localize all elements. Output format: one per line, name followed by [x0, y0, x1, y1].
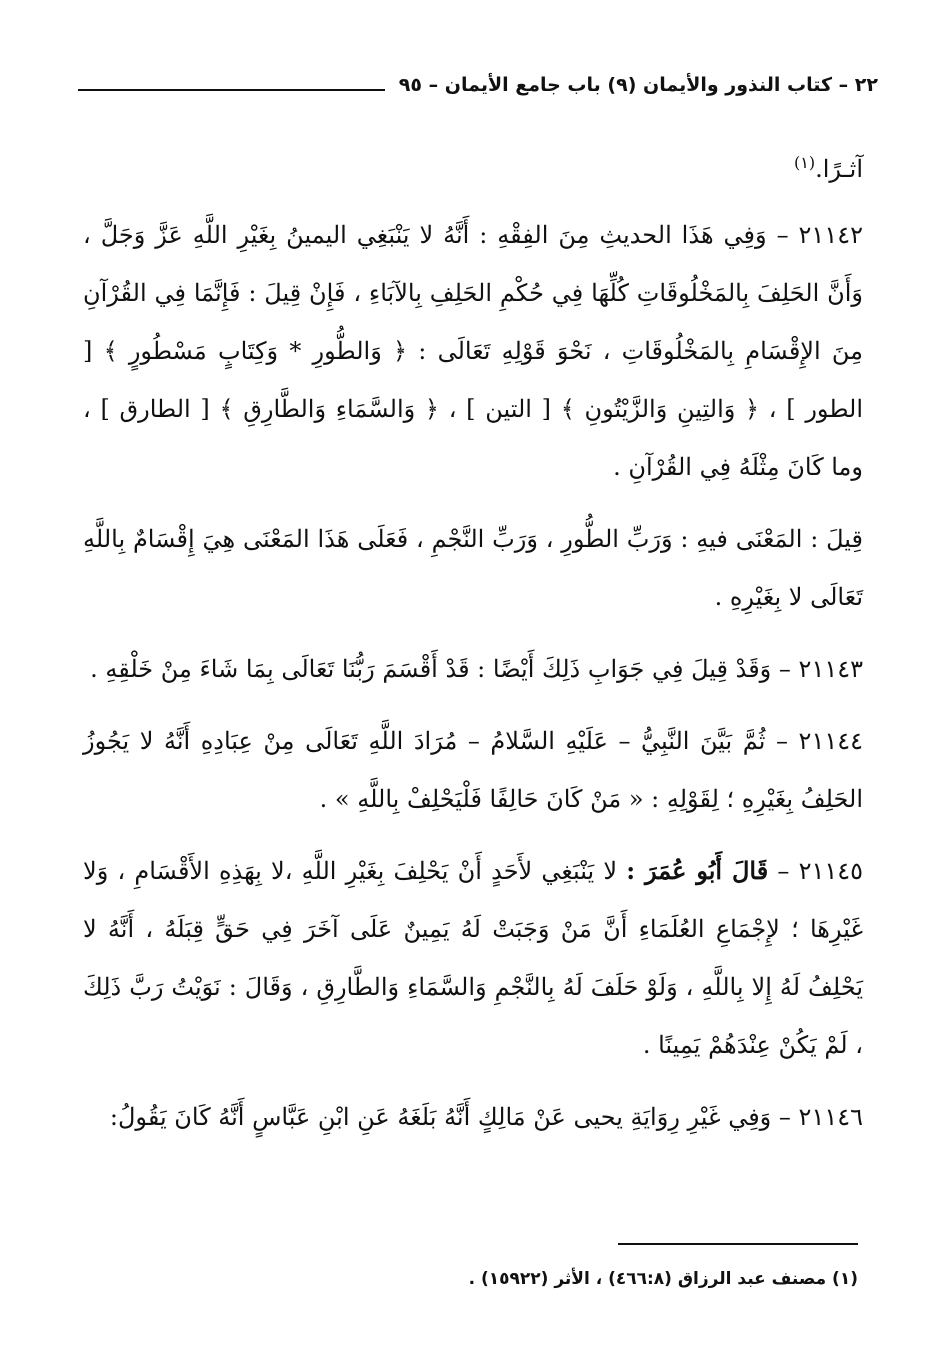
paragraph-number: ٢١١٤٥ – [777, 857, 864, 885]
paragraph-text: ثُمَّ بَيَّنَ النَّبِيُّ – عَلَيْهِ السَّلامُ – مُرَادَ اللَّهِ تَعَالَى مِنْ عِبَادِهِ أَنَّهُ لا يَجُوزُ الحَلِفُ بِغَيْرِهِ ؛ لِقَوْلِهِ : « مَنْ كَانَ حَالِفًا فَلْيَحْلِفْ بِاللَّهِ » . [83, 727, 863, 813]
paragraph-number: ٢١١٤٢ – [776, 221, 863, 249]
paragraph-number: ٢١١٤٦ – [778, 1103, 863, 1131]
paragraph-21143 [83, 640, 863, 698]
paragraph-number: ٢١١٤٣ – [778, 655, 863, 683]
header-rule [78, 89, 385, 91]
paragraph-21145 [83, 842, 863, 1074]
header-title: ٢٢ – كتاب النذور والأيمان (٩) باب جامع الأيمان – ٩٥ [398, 74, 878, 96]
paragraph-text: لا يَنْبَغِي لأَحَدٍ أَنْ يَحْلِفَ بِغَيْرِ اللَّهِ ،لا بِهَذِهِ الأَقْسَامِ ، وَلا غَيْرِهَا ؛ لإِجْمَاعِ العُلَمَاءِ أَنَّ مَنْ وَجَبَتْ لَهُ يَمِينٌ عَلَى آخَرَ فِي حَقٍّ قِبَلَهُ ، أَنَّهُ لا يَحْلِفُ لَهُ إِلا بِاللَّهِ ، وَلَوْ حَلَفَ لَهُ بِالنَّجْمِ وَالسَّمَاءِ وَالطَّارِقِ ، وَقَالَ : نَوَيْتُ رَبَّ ذَلِكَ ، لَمْ يَكُنْ عِنْدَهُمْ يَمِينًا . [83, 857, 863, 1059]
paragraph-text: وَقَدْ قِيلَ فِي جَوَابِ ذَلِكَ أَيْضًا : قَدْ أَقْسَمَ رَبُّنَا تَعَالَى بِمَا شَاءَ مِنْ خَلْقِهِ . [90, 655, 772, 683]
footnote-reference: (١) [793, 153, 816, 172]
running-header [78, 70, 878, 100]
footnote-rule [618, 1243, 858, 1245]
paragraph-text: وَفِي غَيْرِ رِوَايَةِ يحيى عَنْ مَالِكٍ أَنَّهُ بَلَغَهُ عَنِ ابْنِ عَبَّاسٍ أَنَّهُ كَانَ يَقُولُ: [109, 1103, 772, 1131]
intro-line [83, 140, 863, 198]
paragraph-answer [83, 510, 863, 626]
paragraph-21146 [83, 1088, 863, 1146]
paragraph-lead: قَالَ أَبُو عُمَرَ : [626, 856, 769, 885]
paragraph-number: ٢١١٤٤ – [775, 727, 863, 755]
paragraph-text: وَفِي هَذَا الحديثِ مِنَ الفِقْهِ : أَنَّهُ لا يَنْبَغِي اليمينُ بِغَيْرِ اللَّهِ عَزَّ وَجَلَّ ، وَأَنَّ الحَلِفَ بِالمَخْلُوقَاتِ كُلِّهَا فِي حُكْمِ الحَلِفِ بِالآبَاءِ ، فَإِنْ قِيلَ : فَإِنَّمَا فِي القُرْآنِ مِنَ الإِقْسَامِ بِالمَخْلُوقَاتِ ، نَحْوَ قَوْلِهِ تَعَالَى : ﴿ وَالطُّورِ * وَكِتَابٍ مَسْطُورٍ ﴾ [ الطور ] ، ﴿ وَالتِينِ وَالزَّيْتُونِ ﴾ [ التين ] ، ﴿ وَالسَّمَاءِ وَالطَّارِقِ ﴾ [ الطارق ] ، وما كَانَ مِثْلَهُ فِي القُرْآنِ . [83, 221, 863, 481]
intro-text: آثـرًا. [815, 155, 863, 183]
main-text [83, 140, 863, 1160]
paragraph-text: قِيلَ : المَعْنَى فيهِ : وَرَبِّ الطُّورِ ، وَرَبِّ النَّجْمِ ، فَعَلَى هَذَا المَعْنَى هِيَ إِقْسَامٌ بِاللَّهِ تَعَالَى لا بِغَيْرِهِ . [83, 525, 863, 611]
paragraph-21142 [83, 206, 863, 496]
footnote: (١) مصنف عبد الرزاق (٤٦٦:٨) ، الأثر (١٥٩٢٢) . [468, 1269, 858, 1289]
paragraph-21144 [83, 712, 863, 828]
